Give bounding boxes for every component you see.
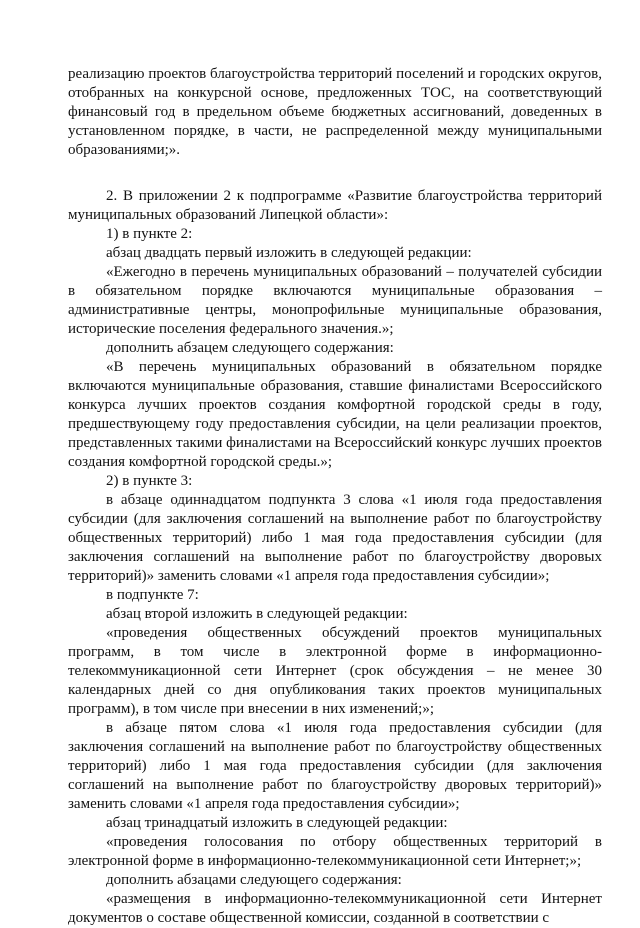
paragraph-supplement-abzacs: дополнить абзацами следующего содержания: (106, 872, 402, 888)
paragraph-abzac-2: абзац второй изложить в следующей редакции: (106, 606, 408, 622)
paragraph-abzac-21: абзац двадцать первый изложить в следующей редакции: (106, 245, 472, 261)
paragraph-supplement-abzac: дополнить абзацем следующего содержания: (106, 340, 394, 356)
paragraph-quote-finalists: «В перечень муниципальных образований в обязательном порядке включаются муниципальные образования, ставшие финалистами Всероссийского конкурса лучших проектов создания комфортной городской среды в году, предшествующему году предоставления субсидии, на цели реализации проектов, представленных такими финалистами на Всероссийский конкурс лучших проектов создания комфортной городской среды.»; (68, 359, 602, 470)
intro-paragraph: реализацию проектов благоустройства территорий поселений и городских округов, отобранных на конкурсной основе, предложенных ТОС, на соответствующий финансовый год в предельном объеме бюджетных ассигнований, доведенных в установленном порядке, в части, не распределенной между муниципальными образованиями;». (68, 66, 602, 158)
paragraph-item-2: 2) в пункте 3: (106, 473, 193, 489)
paragraph-quote-placement: «размещения в информационно-телекоммуникационной сети Интернет документов о составе общественной комиссии, созданной в соответствии с (68, 891, 602, 926)
paragraph-item-1: 1) в пункте 2: (106, 226, 193, 242)
paragraph-subitem-7: в подпункте 7: (106, 587, 199, 603)
paragraph-abzac-5: в абзаце пятом слова «1 июля года предоставления субсидии (для заключения соглашений на выполнение работ по благоустройству общественных территорий) либо 1 мая года предоставления субсидии (для заключения соглашений на выполнение работ по благоустройству дворовых территорий)» заменить словами «1 апреля года предоставления субсидии»; (68, 720, 602, 812)
document-body (68, 65, 602, 928)
paragraph-quote-annually: «Ежегодно в перечень муниципальных образований – получателей субсидии в обязательном порядке включаются муниципальные образования – административные центры, монопрофильные муниципальные образования, исторические поселения федерального значения.»; (68, 264, 602, 337)
paragraph-abzac-11: в абзаце одиннадцатом подпункта 3 слова «1 июля года предоставления субсидии (для заключения соглашений на выполнение работ по благоустройству общественных территорий) либо 1 мая года предоставления субсидии (для заключения соглашений на выполнение работ по благоустройству дворовых территорий)» заменить словами «1 апреля года предоставления субсидии»; (68, 492, 602, 584)
paragraph-quote-voting: «проведения голосования по отбору общественных территорий в электронной форме в информационно-телекоммуникационной сети Интернет;»; (68, 834, 602, 869)
paragraph-appendix-2: 2. В приложении 2 к подпрограмме «Развитие благоустройства территорий муниципальных образований Липецкой области»: (68, 188, 602, 223)
paragraph-abzac-13: абзац тринадцатый изложить в следующей редакции: (106, 815, 448, 831)
paragraph-gap (68, 160, 602, 187)
paragraph-quote-discussions: «проведения общественных обсуждений проектов муниципальных программ, в том числе в электронной форме в информационно-телекоммуникационной сети Интернет (срок обсуждения – не менее 30 календарных дней со дня опубликования таких проектов муниципальных программ), в том числе при внесении в них изменений;»; (68, 625, 602, 717)
